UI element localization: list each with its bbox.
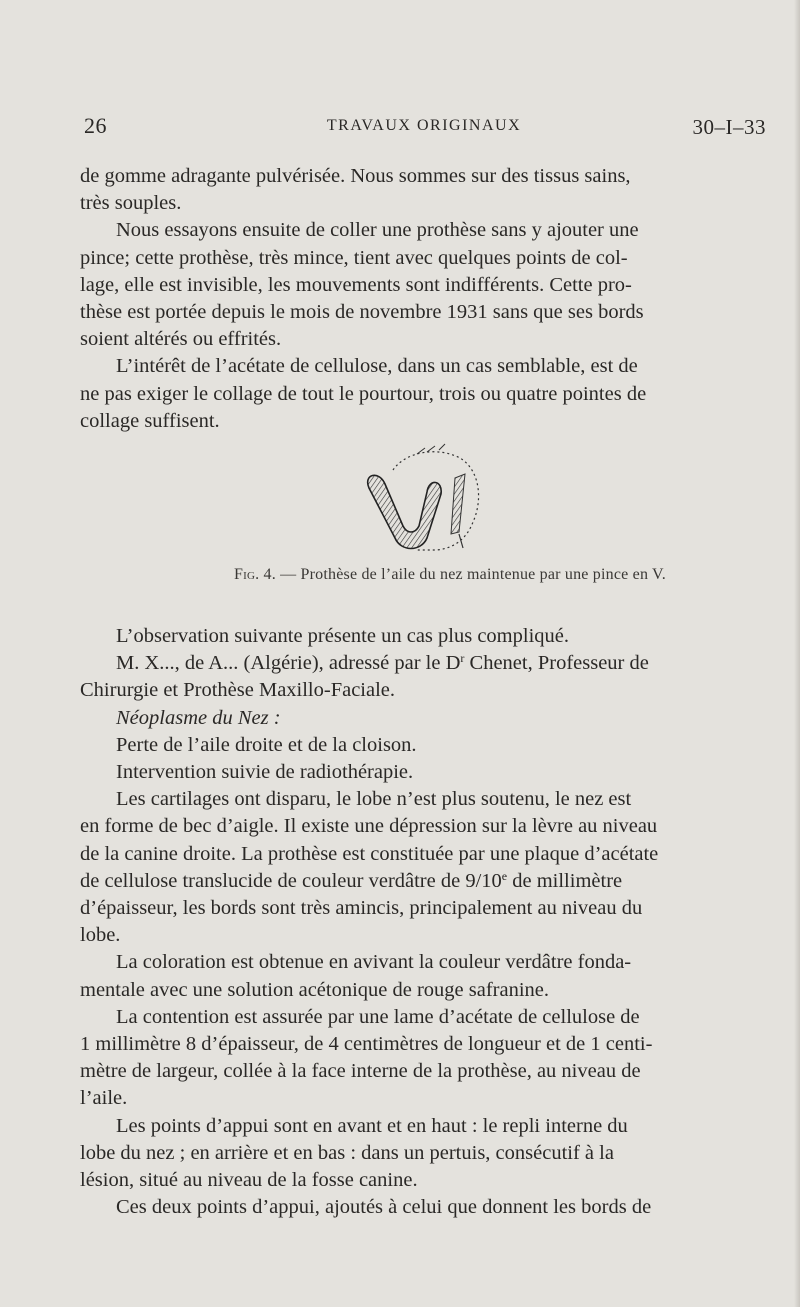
paragraph-7: Intervention suivie de radiothérapie. [116,761,414,784]
paragraph-1 [80,163,766,217]
text-line: L’intérêt de l’acétate de cellulose, dans un cas semblable, est de [116,355,638,378]
text-line: l’aile. [80,1087,128,1110]
text-line: Chirurgie et Prothèse Maxillo-Faciale. [80,679,396,702]
text-line: en forme de bec d’aigle. Il existe une dépression sur la lèvre au niveau [80,815,658,838]
text-line: Nous essayons ensuite de coller une prothèse sans y ajouter une [116,219,639,242]
text-line: collage suffisent. [80,409,220,432]
text-line: La contention est assurée par une lame d’acétate de cellulose de [116,1005,640,1028]
text-line: ne pas exiger le collage de tout le pourtour, trois ou quatre pointes de [80,382,647,405]
issue-date: 30–I–33 [692,115,766,139]
text-line: pince; cette prothèse, très mince, tient avec quelques points de col- [80,246,628,269]
text-line: lage, elle est invisible, les mouvements sont indifférents. Cette pro- [80,273,632,296]
figure-label: Fig. 4. [234,566,276,583]
text-line [116,652,649,674]
text-line: de gomme adragante pulvérisée. Nous sommes sur des tissus sains, [80,165,631,187]
paragraph-3 [80,353,766,435]
text-line: Les cartilages ont disparu, le lobe n’est plus soutenu, le nez est [116,788,632,811]
page-number: 26 [84,113,107,138]
paragraph-4 [80,623,766,650]
text-run: Chenet, Professeur de [464,652,649,675]
paragraph-6: Perte de l’aile droite et de la cloison. [116,733,417,756]
text-block-top [80,163,766,435]
text-line: L’observation suivante présente un cas plus compliqué. [116,625,569,647]
text-block-bottom [80,623,766,1221]
running-head [82,113,766,143]
paragraph-2 [80,217,766,353]
text-line: lobe du nez ; en arrière et en bas : dans un pertuis, consécutif à la [80,1141,614,1164]
superscript: r [460,651,465,666]
text-line: mètre de largeur, collée à la face interne de la prothèse, au niveau de [80,1060,641,1083]
text-line: mentale avec une solution acétonique de rouge safranine. [80,978,550,1001]
text-line: Ces deux points d’appui, ajoutés à celui que donnent les bords de [116,1196,652,1219]
paragraph-9 [80,949,766,1003]
paragraph-12 [80,1194,766,1221]
paragraph-8 [80,786,766,949]
text-line: lésion, situé au niveau de la fosse canine. [80,1169,418,1192]
figure-nasal-prosthesis [355,440,495,555]
text-line: La coloration est obtenue en avivant la couleur verdâtre fonda- [116,951,632,974]
text-run: de millimètre [507,869,623,892]
figure-caption [80,566,800,584]
text-line: d’épaisseur, les bords sont très amincis, principalement au niveau du [80,897,643,920]
text-line: très souples. [80,192,182,215]
figure-caption-text: — Prothèse de l’aile du nez maintenue par une pince en V. [275,566,666,583]
text-line: soient altérés ou effrités. [80,328,282,351]
v-clip-prosthesis-drawing [355,440,495,555]
page-edge-shadow [794,0,800,1307]
text-line: de la canine droite. La prothèse est constituée par une plaque d’acétate [80,842,659,865]
text-line: 1 millimètre 8 d’épaisseur, de 4 centimètres de longueur et de 1 centi- [80,1033,653,1056]
text-run: de cellulose translucide de couleur verdâtre de 9/10 [80,869,502,892]
text-line: thèse est portée depuis le mois de novembre 1931 sans que ses bords [80,301,644,324]
text-run: M. X..., de A... (Algérie), adressé par le D [116,652,461,675]
paragraph-5 [80,650,766,704]
text-line: Les points d’appui sont en avant et en haut : le repli interne du [116,1114,628,1137]
section-heading: Néoplasme du Nez : [116,706,281,729]
text-line: lobe. [80,924,121,947]
journal-title: TRAVAUX ORIGINAUX [326,117,522,134]
text-line [80,870,622,892]
paragraph-10 [80,1004,766,1113]
paragraph-11 [80,1113,766,1195]
superscript: e [501,868,508,883]
